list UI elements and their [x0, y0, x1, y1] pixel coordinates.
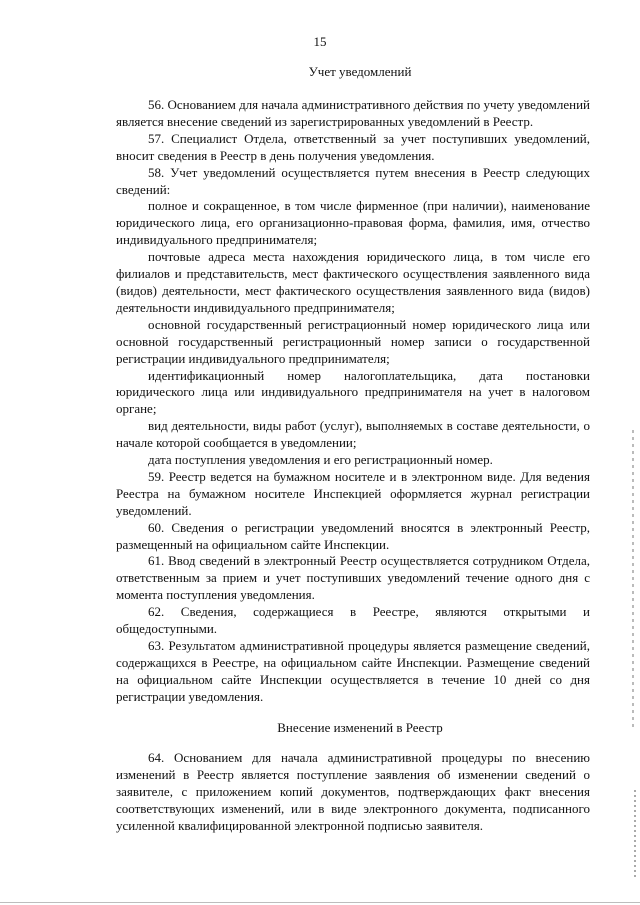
section-body-registry-changes [116, 750, 590, 835]
section-heading-notification-accounting: Учет уведомлений [308, 64, 412, 79]
page-number: 15 [313, 34, 327, 49]
section-heading-registry-changes: Внесение изменений в Реестр [277, 720, 443, 735]
list-item-activity: вид деятельности, виды работ (услуг), выполняемых в составе деятельности, о начале которой сообщается в уведомлении; [116, 418, 590, 451]
paragraph-63: 63. Результатом административной процедуры является размещение сведений, содержащихся в Реестре, на официальном сайте Инспекции. Размещение сведений на официальном сайте Инспекции осуществляется в течение 10 дней со дня регистрации уведомления. [116, 638, 590, 704]
paragraph-62: 62. Сведения, содержащиеся в Реестре, являются открытыми и общедоступными. [116, 604, 590, 637]
scan-edge-artifact [632, 430, 634, 730]
list-item-addresses: почтовые адреса места нахождения юридического лица, в том числе его филиалов и представительств, мест фактического осуществления заявленного вида (видов) деятельности, мест фактического осуществления заявленного вида (видов) деятельности индивидуального предпринимателя; [116, 249, 590, 315]
paragraph-64: 64. Основанием для начала административной процедуры по внесению изменений в Реестр является поступление заявления об изменении сведений о заявителе, с приложением копий документов, подтверждающих факт внесения соответствующих изменений, или в виде электронного документа, подписанного усиленной квалифицированной электронной подписью заявителя. [116, 750, 590, 833]
paragraph-60: 60. Сведения о регистрации уведомлений вносятся в электронный Реестр, размещенный на официальном сайте Инспекции. [116, 519, 590, 552]
paragraph-57: 57. Специалист Отдела, ответственный за учет поступивших уведомлений, вносит сведения в Реестр в день получения уведомления. [116, 130, 590, 163]
section-body-notification-accounting [116, 97, 590, 706]
paragraph-61: 61. Ввод сведений в электронный Реестр осуществляется сотрудником Отдела, ответственным за прием и учет поступивших уведомлений течение одного дня с момента поступления уведомления. [116, 553, 590, 603]
list-item-name: полное и сокращенное, в том числе фирменное (при наличии), наименование юридического лица, его организационно-правовая форма, фамилия, имя, отчество индивидуального предпринимателя; [116, 198, 590, 248]
list-item-ogrn: основной государственный регистрационный номер юридического лица или основной государственный регистрационный номер записи о государственной регистрации индивидуального предпринимателя; [116, 316, 590, 366]
paragraph-59: 59. Реестр ведется на бумажном носителе и в электронном виде. Для ведения Реестра на бумажном носителе Инспекцией оформляется журнал регистрации уведомлений. [116, 468, 590, 518]
paragraph-56: 56. Основанием для начала административного действия по учету уведомлений является внесение сведений из зарегистрированных уведомлений в Реестр. [116, 97, 590, 129]
scan-edge-artifact-lower [634, 790, 636, 880]
scan-bottom-edge [0, 902, 640, 903]
list-item-inn: идентификационный номер налогоплательщика, дата постановки юридического лица или индивидуального предпринимателя на учет в налоговом органе; [116, 367, 590, 417]
paragraph-58: 58. Учет уведомлений осуществляется путем внесения в Реестр следующих сведений: [116, 164, 590, 197]
list-item-date: дата поступления уведомления и его регистрационный номер. [148, 452, 493, 468]
